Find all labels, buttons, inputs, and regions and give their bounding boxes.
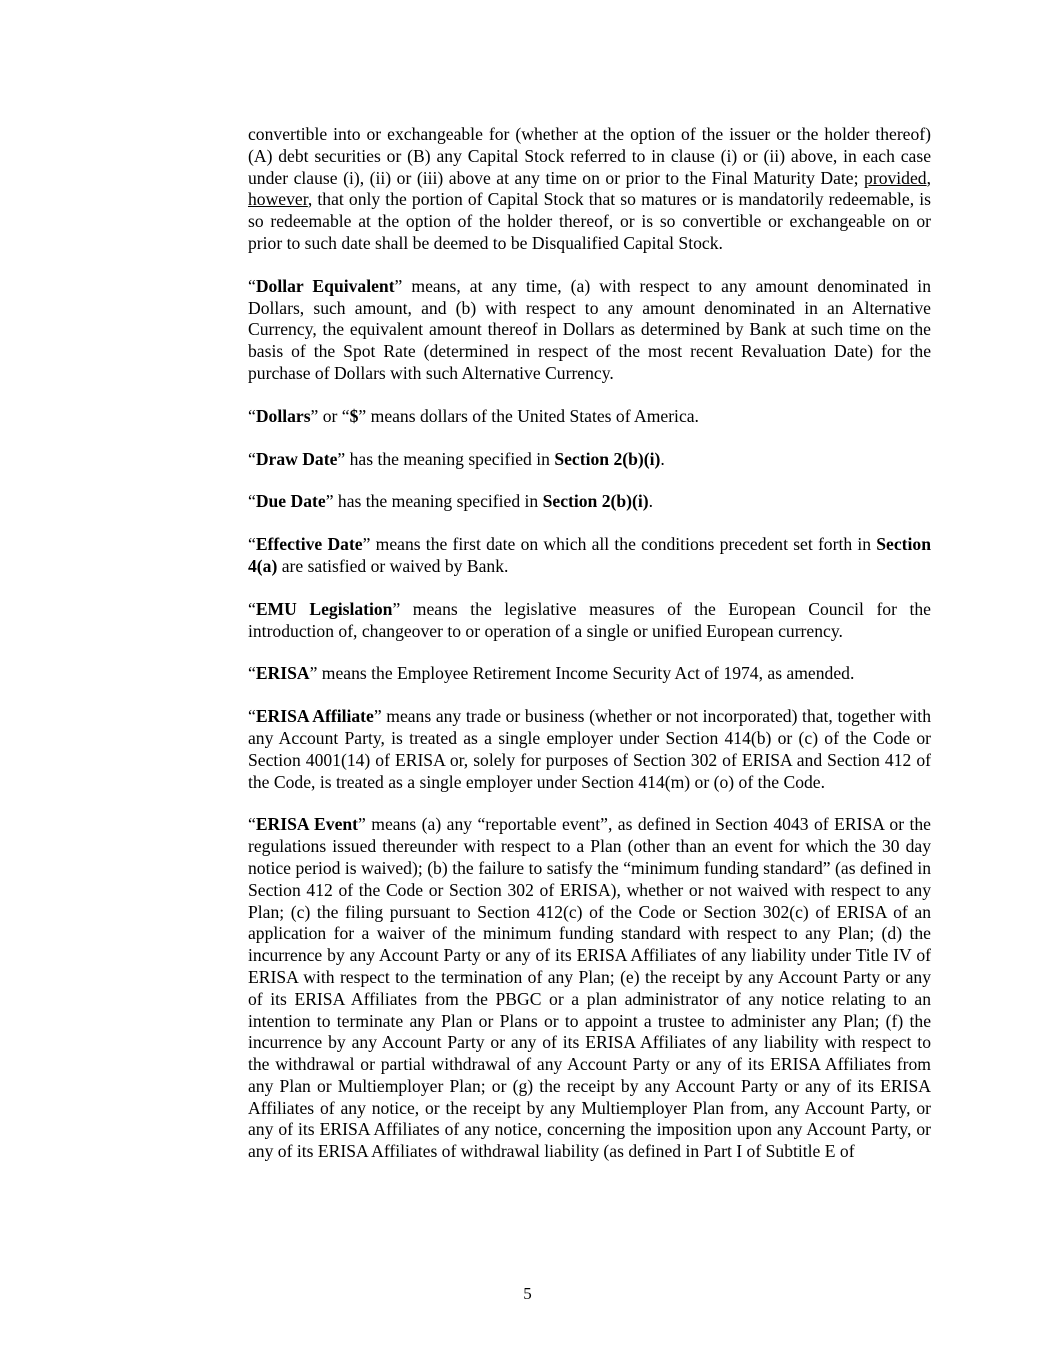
separator: ” or “ [310, 405, 350, 426]
definition-end: are satisfied or waived by Bank. [277, 555, 509, 576]
defined-term: ERISA Event [255, 814, 359, 835]
defined-term-symbol: $ [349, 405, 359, 426]
however-underlined: however [248, 189, 308, 210]
definition-effective-date [248, 534, 931, 578]
defined-term: ERISA [255, 663, 310, 684]
defined-term: ERISA Affiliate [255, 706, 374, 727]
section-reference: Section 4(a) [248, 534, 931, 576]
defined-term: Due Date [255, 491, 326, 512]
definition-text: ” has the meaning specified in [337, 448, 555, 469]
paragraph-disqualified-capital-stock-continuation [248, 124, 931, 255]
definition-erisa-event [248, 814, 931, 1163]
document-body [248, 124, 931, 1163]
open-quote: “ [248, 491, 256, 512]
definition-text: ” means the Employee Retirement Income Security Act of 1974, as amended. [309, 663, 855, 684]
open-quote: “ [248, 663, 256, 684]
definition-dollars [248, 406, 931, 428]
definition-text: ” means any trade or business (whether or not incorporated) that, together with any Account Party, is treated as a single employer under Section 414(b) or (c) of the Code or Section 4001(14) of ERISA or, solely for purposes of Section 302 of ERISA and Section 412 of the Code, is treated as a single employer under Section 414(m) or (o) of the Code. [248, 706, 931, 792]
definition-end: . [648, 491, 654, 512]
definition-erisa [248, 663, 931, 685]
page-number: 5 [523, 1284, 532, 1303]
definition-draw-date [248, 449, 931, 471]
defined-term: Dollar Equivalent [255, 275, 395, 296]
open-quote: “ [248, 275, 256, 296]
definition-erisa-affiliate [248, 706, 931, 793]
open-quote: “ [248, 814, 256, 835]
open-quote: “ [248, 598, 256, 619]
paragraph-text: , that only the portion of Capital Stock that so matures or is mandatorily redeemable, is so redeemable at the option of the holder thereof, or is so convertible or exchangeable on or prior to such date shall be deemed to be Disqualified Capital Stock. [248, 189, 931, 253]
section-reference: Section 2(b)(i) [542, 491, 649, 512]
definition-end: . [660, 448, 665, 469]
definition-emu-legislation [248, 599, 931, 643]
definition-text: ” means dollars of the United States of America. [358, 405, 699, 426]
defined-term: Draw Date [255, 448, 338, 469]
separator: , [926, 167, 931, 188]
provided-underlined: provided [864, 167, 927, 188]
open-quote: “ [248, 405, 256, 426]
defined-term: Effective Date [255, 534, 363, 555]
paragraph-text: convertible into or exchangeable for (whether at the option of the issuer or the holder thereof) (A) debt securities or (B) any Capital Stock referred to in clause (i) or (ii) above, in each case under clause (i), (ii) or (iii) above at any time on or prior to the Final Maturity Date; [248, 124, 931, 188]
defined-term: Dollars [255, 405, 311, 426]
definition-text: ” means the legislative measures of the European Council for the introduction of, changeover to or operation of a single or unified European currency. [248, 598, 931, 641]
open-quote: “ [248, 706, 256, 727]
definition-due-date [248, 491, 931, 513]
definition-text: ” has the meaning specified in [325, 491, 543, 512]
section-reference: Section 2(b)(i) [554, 448, 661, 469]
definition-text: ” means (a) any “reportable event”, as defined in Section 4043 of ERISA or the regulations issued thereunder with respect to a Plan (other than an event for which the 30 day notice period is waived); (b) the failure to satisfy the “minimum funding standard” (as defined in Section 412 of the Code or Section 302 of ERISA), whether or not waived with respect to any Plan; (c) the filing pursuant to Section 412(c) of the Code or Section 302(c) of ERISA of an application for a waiver of the minimum funding standard with respect to any Plan; (d) the incurrence by any Account Party or any of its ERISA Affiliates of any liability under Title IV of ERISA with respect to the termination of any Plan; (e) the receipt by any Account Party or any of its ERISA Affiliates from the PBGC or a plan administrator of any notice relating to an intention to terminate any Plan or Plans or to appoint a trustee to administer any Plan; (f) the incurrence by any Account Party or any of its ERISA Affiliates of any liability with respect to the withdrawal or partial withdrawal of any Account Party or any of its ERISA Affiliates from any Plan or Multiemployer Plan; or (g) the receipt by any Account Party or any of its ERISA Affiliates of any notice, or the receipt by any Multiemployer Plan from, any Account Party, or any of its ERISA Affiliates of any notice, concerning the imposition upon any Account Party, or any of its ERISA Affiliates of withdrawal liability (as defined in Part I of Subtitle E of [248, 814, 931, 1162]
defined-term: EMU Legislation [255, 598, 393, 619]
open-quote: “ [248, 448, 256, 469]
open-quote: “ [248, 534, 256, 555]
definition-dollar-equivalent [248, 276, 931, 385]
definition-text: ” means the first date on which all the conditions precedent set forth in [362, 534, 877, 555]
definition-text: ” means, at any time, (a) with respect to any amount denominated in Dollars, such amount, and (b) with respect to any amount denominated in an Alternative Currency, the equivalent amount thereof in Dollars as determined by Bank at such time on the basis of the Spot Rate (determined in respect of the most recent Revaluation Date) for the purchase of Dollars with such Alternative Currency. [248, 275, 931, 383]
